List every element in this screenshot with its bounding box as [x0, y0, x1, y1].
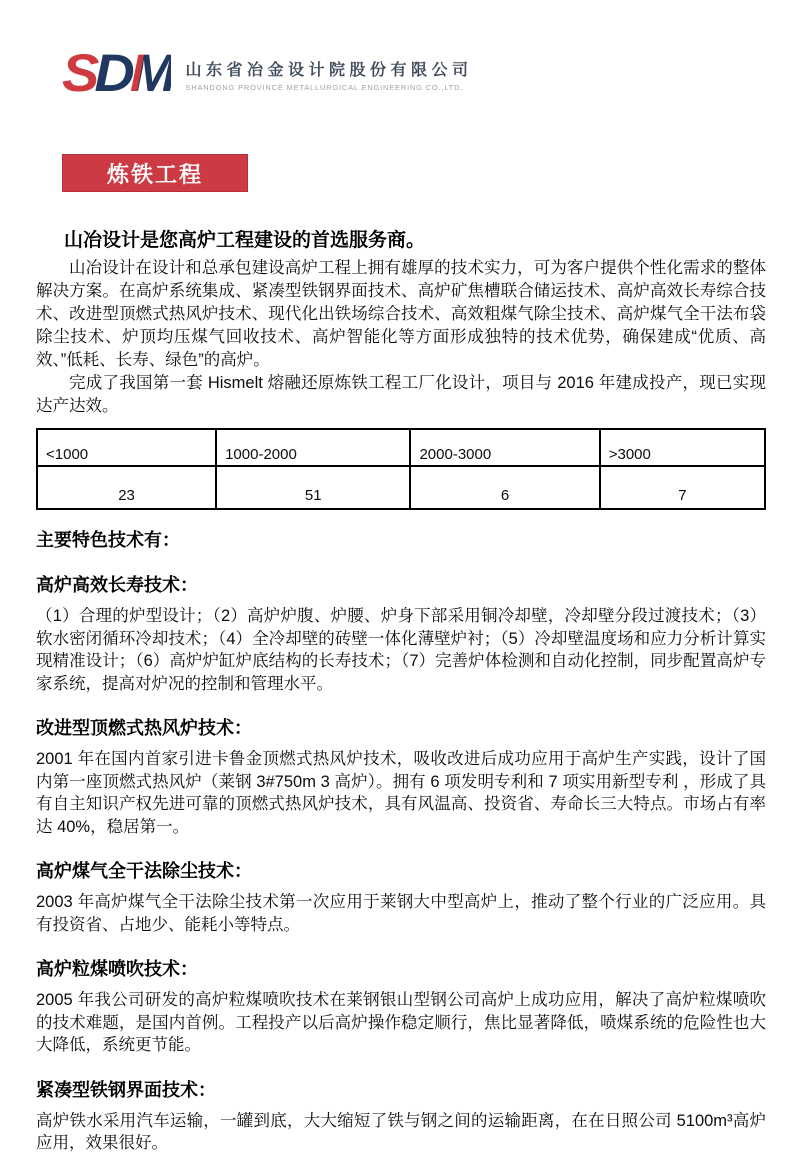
section-body-longevity: （1）合理的炉型设计；（2）高炉炉腹、炉腰、炉身下部采用铜冷却壁，冷却壁分段过渡技术；（3）软水密闭循环冷却技术；（4）全冷却壁的砖壁一体化薄壁炉衬；（5）冷却壁温度场和应力分析计算实现精准设计；（6）高炉炉缸炉底结构的长寿技术；（7）完善炉体检测和自动化控制，同步配置高炉专家系统，提高对炉况的控制和管理水平。 [36, 607, 766, 693]
intro-headline: 山冶设计是您高炉工程建设的首选服务商。 [64, 230, 426, 251]
section-body-coal-injection: 2005 年我公司研发的高炉粒煤喷吹技术在莱钢银山型钢公司高炉上成功应用，解决了高炉粒煤喷吹的技术难题，是国内首例。工程投产以后高炉操作稳定顺行，焦比显著降低，喷煤系统的危险性也大大降低，系统更节能。 [36, 991, 766, 1054]
company-header [62, 42, 766, 109]
table-value-cell: 7 [600, 466, 765, 509]
section-body-dry-dedusting: 2003 年高炉煤气全干法除尘技术第一次应用于莱钢大中型高炉上，推动了整个行业的广泛应用。具有投资省、占地少、能耗小等特点。 [36, 893, 766, 934]
section-body-iron-steel-interface: 高炉铁水采用汽车运输，一罐到底，大大缩短了铁与钢之间的运输距离，在在日照公司 5100m³高炉应用，效果很好。 [36, 1111, 766, 1152]
section-body-hot-blast-stove: 2001 年在国内首家引进卡鲁金顶燃式热风炉技术，吸收改进后成功应用于高炉生产实践，设计了国内第一座顶燃式热风炉（莱钢 3#750m 3 高炉）。拥有 6 项发明专利和 7 项实用新型专利 ，形成了具有自主知识产权先进可靠的顶燃式热风炉技术，具有风温高、投资省、寿命长三大特点。市场占有率达 40%，稳居第一。 [36, 750, 766, 836]
features-title: 主要特色技术有： [36, 530, 180, 550]
table-value-cell: 6 [410, 466, 599, 509]
table-header-cell: <1000 [37, 429, 216, 466]
section-heading-iron-steel-interface: 紧凑型铁钢界面技术： [36, 1079, 216, 1100]
table-header-row [37, 429, 765, 466]
company-name-english: SHANDONG PROVINCE METALLURGICAL ENGINEERING CO.,LTD. [185, 83, 464, 92]
logo-letter-m: M [129, 42, 172, 103]
section-banner-ironmaking: 炼铁工程 [62, 154, 248, 192]
table-value-cell: 23 [37, 466, 216, 509]
sdm-logo [62, 42, 172, 103]
table-header-cell: 1000-2000 [216, 429, 410, 466]
furnace-volume-table [36, 428, 766, 510]
table-header-cell: >3000 [600, 429, 765, 466]
table-value-row [37, 466, 765, 509]
company-names [185, 57, 472, 92]
section-heading-dry-dedusting: 高炉煤气全干法除尘技术： [36, 861, 252, 881]
logo-letter-s: S [62, 42, 95, 103]
hismelt-paragraph: 完成了我国第一套 Hismelt 熔融还原炼铁工程工厂化设计，项目与 2016 年建成投产，现已实现达产达效。 [36, 374, 766, 415]
table-header-cell: 2000-3000 [410, 429, 599, 466]
section-heading-coal-injection: 高炉粒煤喷吹技术： [36, 959, 198, 979]
logo-letter-d: D [94, 42, 130, 103]
company-name-chinese: 山东省冶金设计院股份有限公司 [185, 62, 473, 79]
intro-paragraph: 山冶设计在设计和总承包建设高炉工程上拥有雄厚的技术实力，可为客户提供个性化需求的整体解决方案。在高炉系统集成、紧凑型铁钢界面技术、高炉矿焦槽联合储运技术、高炉高效长寿综合技术、改进型顶燃式热风炉技术、现代化出铁场综合技术、高效粗煤气除尘技术、高炉煤气全干法布袋除尘技术、炉顶均压煤气回收技术、高炉智能化等方面形成独特的技术优势，确保建成“优质、高效、”低耗、长寿、绿色”的高炉。 [36, 259, 766, 369]
table-value-cell: 51 [216, 466, 410, 509]
section-heading-hot-blast-stove: 改进型顶燃式热风炉技术： [36, 718, 252, 738]
section-heading-longevity: 高炉高效长寿技术： [36, 575, 198, 595]
